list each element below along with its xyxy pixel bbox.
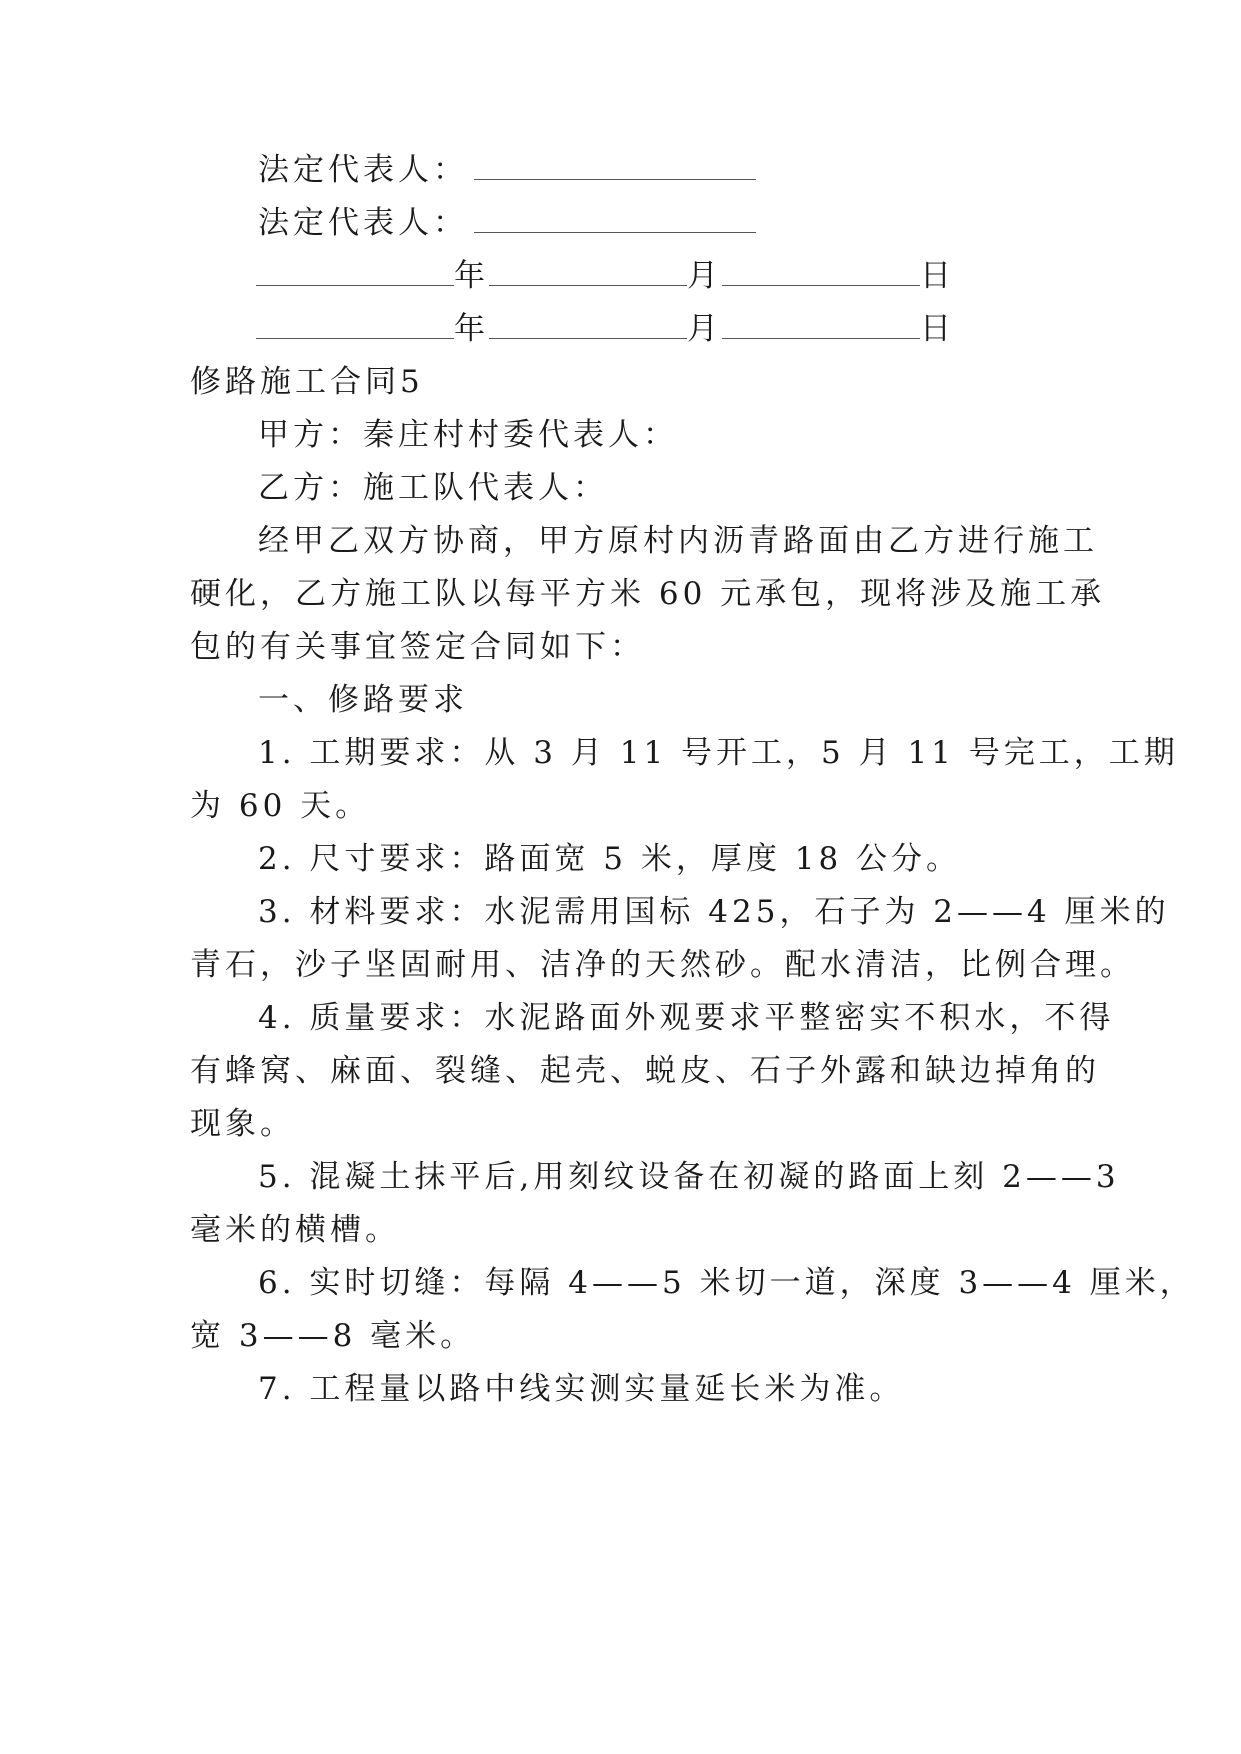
year-blank: [256, 312, 454, 339]
item-line: 宽 3——8 毫米。: [190, 1318, 476, 1354]
section-title: 修路施工合同5: [190, 364, 424, 400]
signature-label: 法定代表人：: [258, 152, 468, 188]
signature-line: [258, 150, 756, 190]
signature-line: [258, 203, 756, 243]
signature-blank: [474, 153, 756, 180]
year-label: 年: [454, 311, 489, 347]
year-blank: [256, 259, 454, 286]
item-line: 7. 工程量以路中线实测实量延长米为准。: [258, 1371, 905, 1407]
item-line: 1. 工期要求：从 3 月 11 号开工，5 月 11 号完工，工期: [258, 735, 1179, 771]
day-label: 日: [920, 311, 955, 347]
month-label: 月: [687, 258, 722, 294]
signature-blank: [474, 206, 756, 233]
item-line: 毫米的横槽。: [190, 1212, 400, 1248]
item-line: 3. 材料要求：水泥需用国标 425，石子为 2——4 厘米的: [258, 894, 1170, 930]
item-line: 6. 实时切缝：每隔 4——5 米切一道，深度 3——4 厘米，: [258, 1265, 1195, 1301]
day-blank: [722, 259, 920, 286]
year-label: 年: [454, 258, 489, 294]
intro-line: 包的有关事宜签定合同如下：: [190, 629, 645, 665]
month-label: 月: [687, 311, 722, 347]
signature-label: 法定代表人：: [258, 205, 468, 241]
party-b: 乙方：施工队代表人：: [258, 470, 608, 506]
day-blank: [722, 312, 920, 339]
month-blank: [489, 259, 687, 286]
item-line: 4. 质量要求：水泥路面外观要求平整密实不积水，不得: [258, 1000, 1115, 1036]
party-a: 甲方：秦庄村村委代表人：: [258, 417, 678, 453]
date-line: [256, 309, 955, 349]
item-line: 为 60 天。: [190, 788, 371, 824]
intro-line: 硬化，乙方施工队以每平方米 60 元承包，现将涉及施工承: [190, 576, 1106, 612]
intro-line: 经甲乙双方协商，甲方原村内沥青路面由乙方进行施工: [258, 523, 1098, 559]
item-line: 现象。: [190, 1106, 295, 1142]
item-line: 5. 混凝土抹平后,用刻纹设备在初凝的路面上刻 2——3: [258, 1159, 1120, 1195]
item-line: 青石，沙子坚固耐用、洁净的天然砂。配水清洁，比例合理。: [190, 947, 1135, 983]
month-blank: [489, 312, 687, 339]
date-line: [256, 256, 955, 296]
heading: 一、修路要求: [258, 682, 468, 718]
day-label: 日: [920, 258, 955, 294]
item-line: 有蜂窝、麻面、裂缝、起壳、蜕皮、石子外露和缺边掉角的: [190, 1053, 1100, 1089]
item-line: 2. 尺寸要求：路面宽 5 米，厚度 18 公分。: [258, 841, 962, 877]
